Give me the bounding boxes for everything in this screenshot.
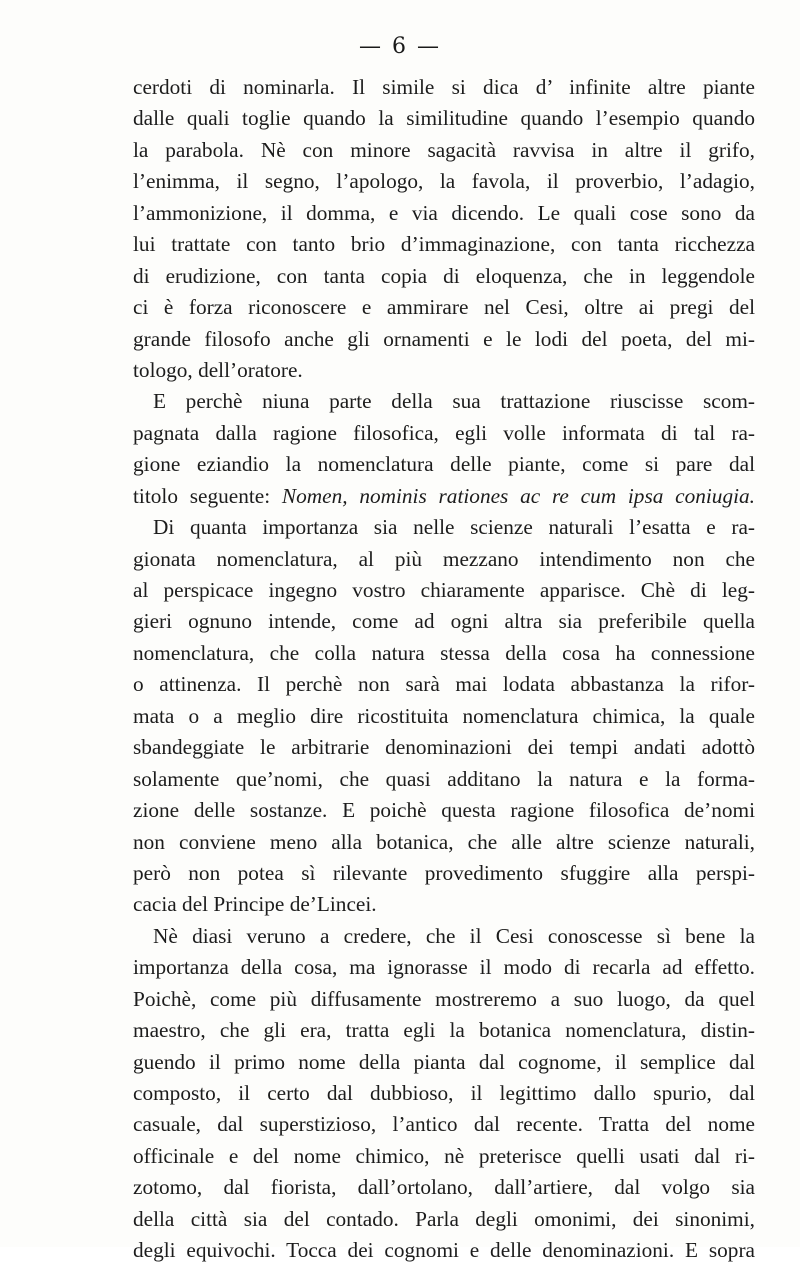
text-line: al perspicace ingegno vostro chiaramente apparisce. Chè di leg- <box>133 578 755 602</box>
text-line: tologo, dell’oratore. <box>133 357 303 382</box>
text-line: maestro, che gli era, tratta egli la botanica nomenclatura, distin- <box>133 1018 755 1043</box>
text-line: cerdoti di nominarla. Il simile si dica d’ infinite altre piante <box>133 75 755 99</box>
text-line: però non potea sì rilevante provedimento sfuggire alla perspi- <box>133 860 755 885</box>
text-line: composto, il certo dal dubbioso, il legittimo dallo spurio, dal <box>133 1081 755 1105</box>
text-line: zotomo, dal fiorista, dall’ortolano, dall’artiere, dal volgo sia <box>133 1175 755 1200</box>
text-line: gione eziandio la nomenclatura delle piante, come si pare dal <box>133 452 755 477</box>
text-line: zione delle sostanze. E poichè questa ragione filosofica de’nomi <box>133 798 755 823</box>
title-intro: titolo seguente: <box>133 483 282 508</box>
body-text <box>133 72 755 1267</box>
text-line: E perchè niuna parte della sua trattazione riuscisse scom- <box>153 389 755 414</box>
text-line: non conviene meno alla botanica, che alle altre scienze naturali, <box>133 829 755 854</box>
text-line: officinale e del nome chimico, nè preterisce quelli usati dal ri- <box>133 1143 755 1168</box>
work-title: Nomen, nominis rationes ac re cum ipsa coniugia. <box>281 483 755 508</box>
text-line-with-italic-title <box>133 481 755 512</box>
text-line: importanza della cosa, ma ignorasse il modo di recarla ad effetto. <box>133 955 755 980</box>
text-line: nomenclatura, che colla natura stessa della cosa ha connessione <box>133 640 755 665</box>
text-line: grande filosofo anche gli ornamenti e le lodi del poeta, del mi- <box>133 326 755 351</box>
text-line: l’ammonizione, il domma, e via dicendo. Le quali cose sono da <box>133 200 755 225</box>
text-line: Nè diasi veruno a credere, che il Cesi conoscesse sì bene la <box>153 923 755 948</box>
text-line: di erudizione, con tanta copia di eloquenza, che in leggendole <box>133 263 755 288</box>
text-line: dalle quali toglie quando la similitudine quando l’esempio quando <box>133 106 755 131</box>
text-line: lui trattate con tanto brio d’immaginazione, con tanta ricchezza <box>133 232 755 257</box>
text-line: cacia del Principe de’Lincei. <box>133 892 377 917</box>
text-line: della città sia del contado. Parla degli omonimi, dei sinonimi, <box>133 1206 755 1231</box>
text-line: ci è forza riconoscere e ammirare nel Cesi, oltre ai pregi del <box>133 295 755 320</box>
text-line: pagnata dalla ragione filosofica, egli volle informata di tal ra- <box>133 420 755 445</box>
text-line: sbandeggiate le arbitrarie denominazioni dei tempi andati adottò <box>133 735 755 760</box>
text-line: Poichè, come più diffusamente mostreremo a suo luogo, da quel <box>133 986 755 1011</box>
text-line: la parabola. Nè con minore sagacità ravvisa in altre il grifo, <box>133 137 755 162</box>
page-number: — 6 — <box>359 34 441 59</box>
text-line: Di quanta importanza sia nelle scienze naturali l’esatta e ra- <box>153 515 755 540</box>
text-line: casuale, dal superstizioso, l’antico dal recente. Tratta del nome <box>133 1112 755 1137</box>
text-line: mata o a meglio dire ricostituita nomenclatura chimica, la quale <box>133 703 755 728</box>
text-line: o attinenza. Il perchè non sarà mai lodata abbastanza la rifor- <box>133 672 755 697</box>
text-line: solamente que’nomi, che quasi additano la natura e la forma- <box>133 766 755 791</box>
text-line: gieri ognuno intende, come ad ogni altra sia preferibile quella <box>133 609 755 634</box>
text-line: gionata nomenclatura, al più mezzano intendimento non che <box>133 546 755 571</box>
text-line: l’enimma, il segno, l’apologo, la favola, il proverbio, l’adagio, <box>133 169 755 194</box>
text-line: guendo il primo nome della pianta dal cognome, il semplice dal <box>133 1049 755 1074</box>
text-line: degli equivochi. Tocca dei cognomi e delle denominazioni. E sopra <box>133 1238 755 1263</box>
